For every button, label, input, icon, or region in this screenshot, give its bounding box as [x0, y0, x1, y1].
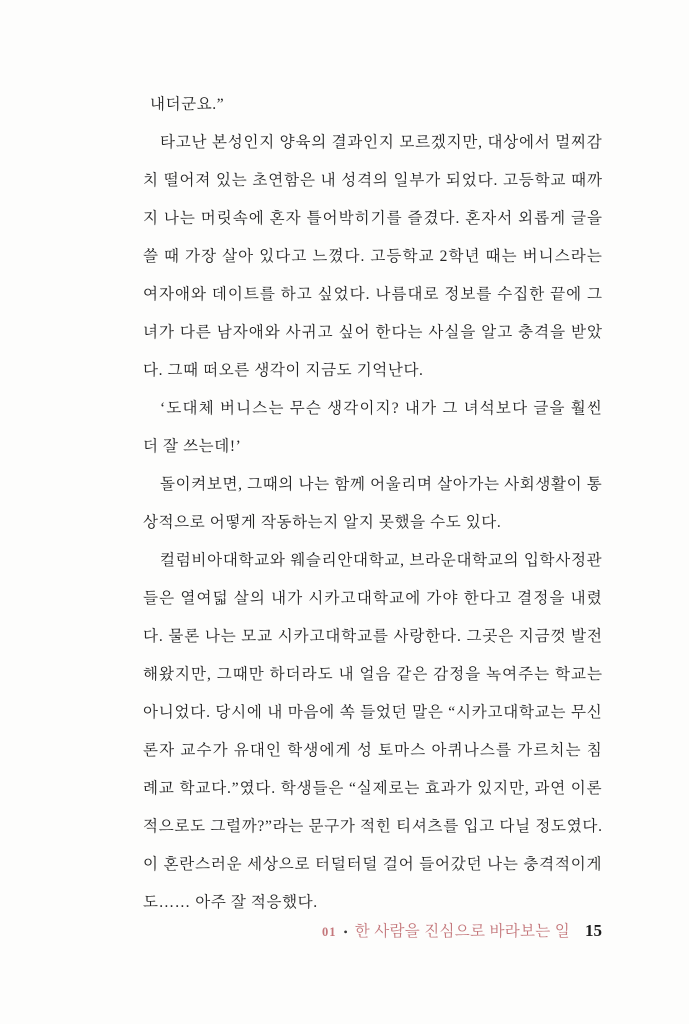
page-number: 15	[585, 921, 602, 940]
text-line: 도…… 아주 잘 적응했다.	[143, 894, 318, 911]
text-line: 들 은 열 여 덟 살 의 내 가 시 카 고 대 학 교 에 가 야 한 다 고 결 정 을 내 렸	[143, 590, 602, 607]
text-line: 적 으 로 도 그 럴 까 ? ” 라 는 문 구 가 적 힌 티 셔 츠 를 입 고 다 닐 정 도 였 다 .	[143, 818, 602, 835]
text-line: 해 왔 지 만 , 그 때 만 하 더 라 도 내 얼 음 같 은 감 정 을 녹 여 주 는 학 교 는	[143, 666, 602, 683]
text-line: 내더군요.”	[150, 96, 225, 113]
text-line: 쓸 때 가 장 살 아 있 다 고 느 꼈 다 . 고 등 학 교 2 학 년 때 는 버 니 스 라 는	[143, 248, 602, 265]
text-line: 상적으로 어떻게 작동하는지 알지 못했을 수도 있다.	[143, 514, 502, 531]
text-block	[143, 86, 602, 922]
text-line: 타 고 난 본 성 인 지 양 육 의 결 과 인 지 모 르 겠 지 만 , 대 상 에 서 멀 찌 감	[160, 134, 602, 151]
text-line: 더 잘 쓰는데!’	[143, 438, 242, 455]
text-line: 컬 럼 비 아 대 학 교 와 웨 슬 리 안 대 학 교 , 브 라 운 대 학 교 의 입 학 사 정 관	[160, 552, 602, 569]
bullet-separator: •	[343, 925, 348, 939]
text-line: 다 . 물 론 나 는 모 교 시 카 고 대 학 교 를 사 랑 한 다 . 그 곳 은 지 금 껏 발 전	[143, 628, 602, 645]
text-line: 론 자 교 수 가 유 대 인 학 생 에 게 성 토 마 스 아 퀴 나 스 를 가 르 치 는 침	[143, 742, 602, 759]
text-line: ‘ 도 대 체 버 니 스 는 무 슨 생 각 이 지 ? 내 가 그 녀 석 보 다 글 을 훨 씬	[160, 400, 602, 417]
text-line: 지 나 는 머 릿 속 에 혼 자 틀 어 박 히 기 를 즐 겼 다 . 혼 자 서 외 롭 게 글 을	[143, 210, 602, 227]
text-line: 여 자 애 와 데 이 트 를 하 고 싶 었 다 . 나 름 대 로 정 보 를 수 집 한 끝 에 그	[143, 286, 602, 303]
text-line: 이 혼 란 스 러 운 세 상 으 로 터 덜 터 덜 걸 어 들 어 갔 던 나 는 충 격 적 이 게	[143, 856, 602, 873]
text-line: 치 떨 어 져 있 는 초 연 함 은 내 성 격 의 일 부 가 되 었 다 . 고 등 학 교 때 까	[143, 172, 602, 189]
text-line: 다. 그때 떠오른 생각이 지금도 기억난다.	[143, 362, 424, 379]
text-line: 아 니 었 다 . 당 시 에 내 마 음 에 쏙 들 었 던 말 은 “ 시 카 고 대 학 교 는 무 신	[143, 704, 602, 721]
chapter-title: 한 사람을 진심으로 바라보는 일	[354, 923, 570, 940]
text-line: 례 교 학 교 다 . ” 였 다 . 학 생 들 은 “ 실 제 로 는 효 과 가 있 지 만 , 과 연 이 론	[143, 780, 602, 797]
page-footer	[322, 919, 602, 941]
text-line: 돌 이 켜 보 면 , 그 때 의 나 는 함 께 어 울 리 며 살 아 가 는 사 회 생 활 이 통	[160, 476, 602, 493]
text-line: 녀 가 다 른 남 자 애 와 사 귀 고 싶 어 한 다 는 사 실 을 알 고 충 격 을 받 았	[143, 324, 602, 341]
chapter-number: 01	[322, 925, 337, 939]
